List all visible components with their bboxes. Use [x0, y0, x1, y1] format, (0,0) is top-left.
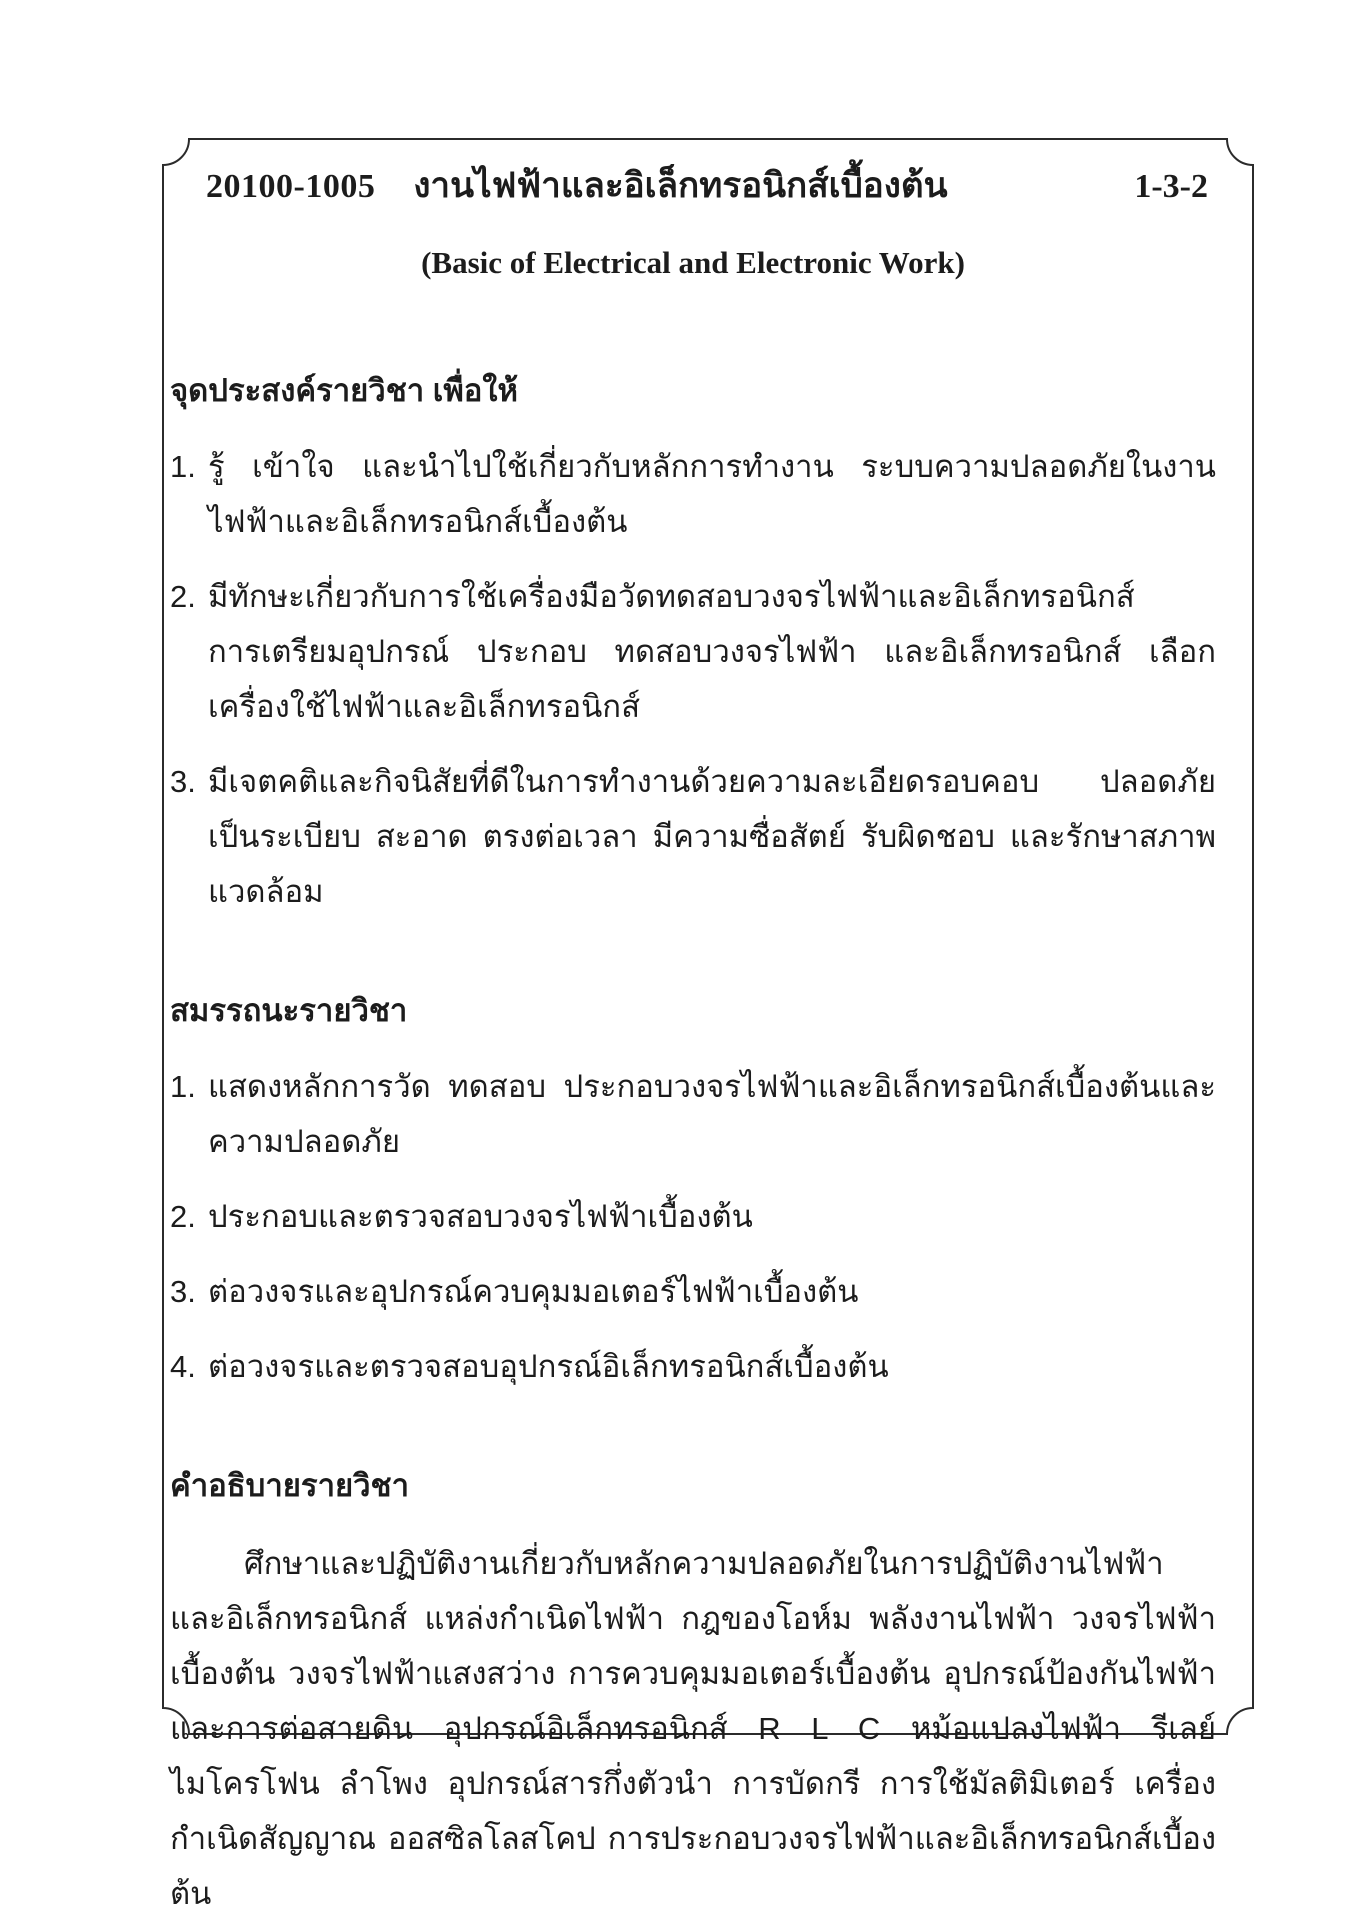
course-title-thai: งานไฟฟ้าและอิเล็กทรอนิกส์เบื้องต้น	[413, 166, 948, 205]
item-number: 1.	[170, 1069, 196, 1104]
item-text: ประกอบและตรวจสอบวงจรไฟฟ้าเบื้องต้น	[208, 1199, 753, 1234]
description-heading: คำอธิบายรายวิชา	[170, 1468, 410, 1503]
item-number: 2.	[170, 1199, 196, 1234]
competencies-list	[170, 1059, 1216, 1394]
item-text: แสดงหลักการวัด ทดสอบ ประกอบวงจรไฟฟ้าและอิเล็กทรอนิกส์เบื้องต้นและความปลอดภัย	[208, 1069, 1216, 1159]
competency-item	[170, 1189, 1216, 1244]
competencies-heading: สมรรถนะรายวิชา	[170, 993, 408, 1028]
item-number: 2.	[170, 579, 196, 614]
course-header	[170, 158, 1216, 213]
competency-item	[170, 1264, 1216, 1319]
objectives-heading: จุดประสงค์รายวิชา เพื่อให้	[170, 373, 518, 408]
page-content	[170, 158, 1216, 1921]
item-text: ต่อวงจรและอุปกรณ์ควบคุมมอเตอร์ไฟฟ้าเบื้องต้น	[208, 1274, 859, 1309]
objective-item	[170, 754, 1216, 919]
item-number: 3.	[170, 1274, 196, 1309]
item-number: 3.	[170, 764, 196, 799]
course-code: 20100-1005	[206, 168, 376, 205]
item-text: ต่อวงจรและตรวจสอบอุปกรณ์อิเล็กทรอนิกส์เบื้องต้น	[208, 1349, 889, 1384]
course-title-english: (Basic of Electrical and Electronic Work)	[421, 245, 965, 280]
item-number: 1.	[170, 449, 196, 484]
competency-item	[170, 1059, 1216, 1169]
objectives-list	[170, 439, 1216, 919]
item-text: รู้ เข้าใจ และนำไปใช้เกี่ยวกับหลักการทำงาน ระบบความปลอดภัยในงานไฟฟ้าและอิเล็กทรอนิกส์เบื้องต้น	[208, 449, 1216, 539]
description-paragraph: ศึกษาและปฏิบัติงานเกี่ยวกับหลักความปลอดภัยในการปฏิบัติงานไฟฟ้าและอิเล็กทรอนิกส์ แหล่งกำเนิดไฟฟ้า กฎของโอห์ม พลังงานไฟฟ้า วงจรไฟฟ้าเบื้องต้น วงจรไฟฟ้าแสงสว่าง การควบคุมมอเตอร์เบื้องต้น อุปกรณ์ป้องกันไฟฟ้าและการต่อสายดิน อุปกรณ์อิเล็กทรอนิกส์ R L C หม้อแปลงไฟฟ้า รีเลย์ ไมโครโฟน ลำโพง อุปกรณ์สารกึ่งตัวนำ การบัดกรี การใช้มัลติมิเตอร์ เครื่องกำเนิดสัญญาณ ออสซิลโลสโคป การประกอบวงจรไฟฟ้าและอิเล็กทรอนิกส์เบื้องต้น	[170, 1546, 1216, 1911]
competency-item	[170, 1339, 1216, 1394]
objective-item	[170, 569, 1216, 734]
objective-item	[170, 439, 1216, 549]
credit-hours: 1-3-2	[1134, 168, 1208, 205]
item-text: มีเจตคติและกิจนิสัยที่ดีในการทำงานด้วยความละเอียดรอบคอบ ปลอดภัย เป็นระเบียบ สะอาด ตรงต่อเวลา มีความซื่อสัตย์ รับผิดชอบ และรักษาสภาพแวดล้อม	[208, 764, 1216, 909]
item-number: 4.	[170, 1349, 196, 1384]
item-text: มีทักษะเกี่ยวกับการใช้เครื่องมือวัดทดสอบวงจรไฟฟ้าและอิเล็กทรอนิกส์ การเตรียมอุปกรณ์ ประกอบ ทดสอบวงจรไฟฟ้า และอิเล็กทรอนิกส์ เลือกเครื่องใช้ไฟฟ้าและอิเล็กทรอนิกส์	[208, 579, 1216, 724]
